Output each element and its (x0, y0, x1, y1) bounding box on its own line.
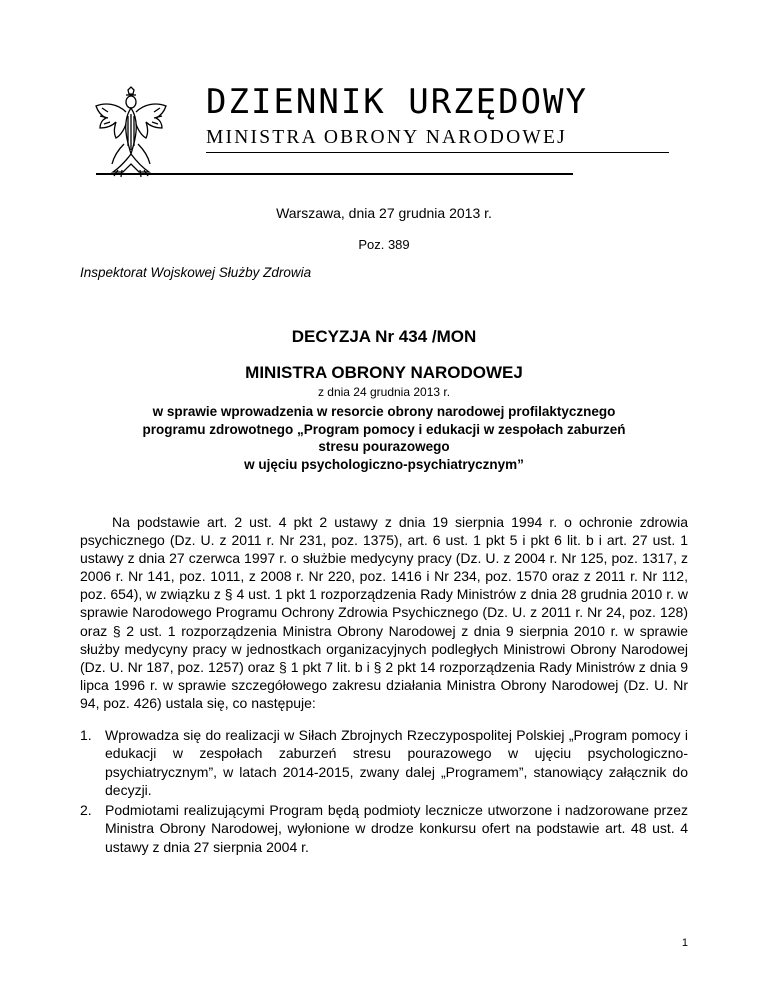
header-divider (96, 173, 573, 175)
masthead-title: DZIENNIK URZĘDOWY (206, 82, 588, 122)
list-item (80, 801, 688, 856)
subject-line: w ujęciu psychologiczno-psychiatrycznym” (244, 456, 524, 472)
masthead-rule (206, 152, 669, 153)
item-number: 1. (80, 727, 92, 743)
issuer: Inspektorat Wojskowej Służby Zdrowia (80, 265, 312, 280)
page-number: 1 (681, 937, 688, 949)
decision-date: z dnia 24 grudnia 2013 r. (317, 385, 451, 399)
decision-items (80, 726, 688, 858)
item-text: Podmiotami realizującymi Program będą podmioty lecznicze utworzone i nadzorowane przez Ministra Obrony Narodowej, wyłonione w drodze konkursu ofert na podstawie art. 48 ust. 4 ustawy z dnia 27 sierpnia 2004 r. (105, 802, 688, 855)
item-number: 2. (80, 802, 92, 819)
position-number: Poz. 389 (358, 237, 410, 252)
decision-subject (100, 403, 668, 473)
subject-line: programu zdrowotnego „Program pomocy i edukacji w zespołach zaburzeń (142, 421, 626, 437)
preamble-paragraph: Na podstawie art. 2 ust. 4 pkt 2 ustawy z dnia 19 sierpnia 1994 r. o ochronie zdrowia psychicznego (Dz. U. z 2011 r. Nr 231, poz. 1375), art. 6 ust. 1 pkt 5 i pkt 6 lit. b i art. 27 ust. 1 ustawy z dnia 27 czerwca 1997 r. o służbie medycyny pracy (Dz. U. z 2004 r. Nr 125, poz. 1317, z 2006 r. Nr 141, poz. 1011, z 2008 r. Nr 220, poz. 1416 i Nr 234, poz. 1570 oraz z 2011 r. Nr 112, poz. 654), w związku z § 4 ust. 1 pkt 1 rozporządzenia Rady Ministrów z dnia 28 grudnia 2010 r. w sprawie Narodowego Programu Ochrony Zdrowia Psychicznego (Dz. U. z 2011 r. Nr 24, poz. 128) oraz § 2 ust. 1 rozporządzenia Ministra Obrony Narodowej z dnia 9 sierpnia 2010 r. w sprawie służby medycyny pracy w jednostkach organizacyjnych podległych Ministrowi Obrony Narodowej (Dz. U. Nr 187, poz. 1257) oraz § 1 pkt 7 lit. b i § 2 pkt 14 rozporządzenia Rady Ministrów z dnia 9 lipca 1996 r. w sprawie szczegółowego zakresu działania Ministra Obrony Narodowej (Dz. U. Nr 94, poz. 426) ustala się, co następuje: (80, 514, 688, 711)
item-text: Wprowadza się do realizacji w Siłach Zbrojnych Rzeczypospolitej Polskiej „Program pomocy i edukacji w zespołach zaburzeń stresu pourazowego w ujęciu psychologiczno-psychiatrycznym”, w latach 2014-2015, zwany dalej „Programem”, stanowiący załącznik do decyzji. (105, 727, 688, 798)
subject-line: stresu pourazowego (318, 439, 450, 454)
minister-title: MINISTRA OBRONY NARODOWEJ (245, 363, 523, 382)
decision-title: DECYZJA Nr 434 /MON (291, 327, 477, 346)
subject-line: w sprawie wprowadzenia w resorcie obrony narodowej profilaktycznego (152, 404, 616, 419)
masthead-subtitle: MINISTRA OBRONY NARODOWEJ (206, 127, 567, 148)
list-item (80, 726, 688, 799)
place-date: Warszawa, dnia 27 grudnia 2013 r. (276, 205, 492, 221)
eagle-emblem-icon (92, 86, 170, 180)
